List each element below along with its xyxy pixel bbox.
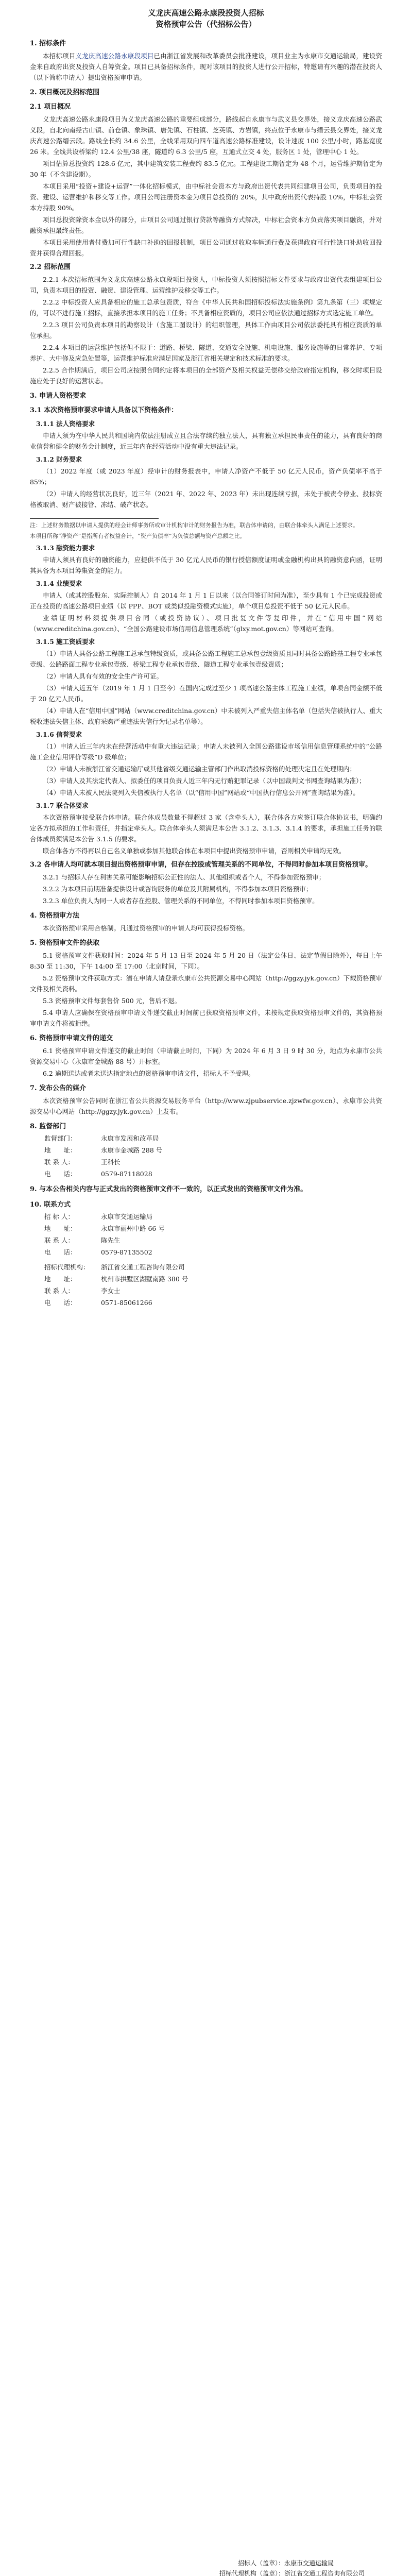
signature-value: 浙江省交通工程咨询有限公司 bbox=[284, 2570, 365, 2576]
paragraph: （1）申请人近三年内未在经营活动中有重大违法记录；申请人未被列入全国公路建设市场信用信息管理系统中的“公路施工企业信用评价等级”D 级单位； bbox=[30, 742, 382, 761]
footnote: 本项目所称“净资产”是指所有者权益合计，“资产负债率”为负债总额与资产总额之比。 bbox=[30, 533, 246, 539]
paragraph: 项目估算总投资约 128.6 亿元，其中建筑安装工程费约 83.5 亿元。工程建设工期暂定为 48 个月，运营维护期暂定为 30 年（不含建设期）。 bbox=[30, 160, 382, 178]
section-heading-10: 10. 联系方式 bbox=[30, 1201, 71, 1209]
signature-value: 永康市交通运输局 bbox=[284, 2560, 334, 2567]
paragraph: （2）申请人未被浙江省交通运输厅或其他省级交通运输主管部门作出取消投标资格的处理决定且在处理期内； bbox=[43, 765, 356, 773]
paragraph: 业绩证明材料须提供项目合同（或投资协议）、项目批复文件等复印件，并在“信用中国”网站（www.creditchina.gov.cn）、“全国公路建设市场信用信息管理系统”（glxy.mot.gov.cn）等网站可查询。 bbox=[30, 614, 382, 633]
paragraph: 2.2.3 项目公司负责本项目的勘察设计（含施工图设计）的组织管理，具体工作由项目公司依法委托具有相应资质的单位承担。 bbox=[30, 321, 382, 340]
section-heading-8: 8. 监督部门 bbox=[30, 1123, 66, 1130]
paragraph: 义龙庆高速公路永康段项目为义龙庆高速公路的重要组成部分，路线起自永康市与武义县交界处，接义龙庆高速公路武义段，自北向南经古山镇、前仓镇、象珠镇、唐先镇、石柱镇、芝英镇、方岩镇，终点位于永康市与缙云县交界处，接义龙庆高速公路缙云段。路线全长约 34.6 公里，全线采用双向四车道高速公路标准建设，设计速度 100 公里/小时，路基宽度 26 米。全线共设桥梁约 12.4 公里/38 座，隧道约 6.3 公里/5 座，互通式立交 4 处，服务区 1 处，管理中心 1 处。 bbox=[30, 115, 382, 156]
paragraph: （3）申请人近五年（2019 年 1 月 1 日至今）在国内完成过至少 1 项高速公路主体工程施工业绩，单项合同金额不低于 20 亿元人民币。 bbox=[30, 684, 382, 703]
section-heading-4: 4. 资格预审方法 bbox=[30, 912, 80, 920]
paragraph: 项目总投资除资本金以外的部分，由项目公司通过银行贷款等融资方式解决，中标社会资本方负责落实项目融资，并对融资承担最终责任。 bbox=[30, 216, 382, 234]
paragraph: （4）申请人未被人民法院列入失信被执行人名单（以“信用中国”网站或“中国执行信息公开网”查询结果为准）。 bbox=[43, 789, 359, 796]
contact-row: 电 话： 0579-87118028 bbox=[44, 1170, 152, 1178]
section-heading-2: 2. 项目概况及招标范围 bbox=[30, 89, 100, 96]
subheading-2-2: 2.2 招标范围 bbox=[30, 263, 71, 271]
section-heading-3: 3. 申请人资格要求 bbox=[30, 392, 87, 400]
paragraph: 申请人须为在中华人民共和国境内依法注册成立且合法存续的独立法人，具有独立承担民事责任的能力，具有良好的商业信誉和健全的财务会计制度，近三年内在经营活动中没有重大违法记录。 bbox=[30, 432, 382, 450]
contact-row: 招 标 人： 永康市交通运输局 bbox=[44, 1213, 153, 1221]
paragraph: 2.2.2 中标投资人应具备相应的施工总承包资质，符合《中华人民共和国招标投标法实施条例》第九条第（三）项规定的，可以不进行施工招标，直接承担本项目的施工任务；不具备相应资质的，项目公司应依法通过招标方式选定施工单位。 bbox=[30, 298, 382, 317]
paragraph: 3.2.1 与招标人存在利害关系可能影响招标公正性的法人、其他组织或者个人，不得参加资格预审； bbox=[43, 873, 325, 881]
paragraph: 2.2.5 合作期满后，项目公司应按照合同约定将本项目的全部资产及相关权益无偿移交给政府指定机构，移交时项目设施应处于良好的运营状态。 bbox=[30, 366, 382, 385]
contact-row: 联 系 人： 李女士 bbox=[44, 1287, 121, 1295]
contact-row: 监督部门： 永康市发展和改革局 bbox=[44, 1134, 159, 1142]
paragraph: 本项目采用使用者付费加可行性缺口补助的回报机制，项目公司通过收取车辆通行费及获得政府可行性缺口补助收回投资并获得合理回报。 bbox=[30, 239, 382, 257]
paragraph: 2.2.1 本次招标范围为义龙庆高速公路永康段项目投资人，中标投资人须按照招标文件要求与政府出资代表组建项目公司，负责本项目的投资、融资、建设管理、运营维护及移交等工作。 bbox=[30, 276, 382, 294]
subheading-2-1: 2.1 项目概况 bbox=[30, 103, 71, 111]
paragraph: 5.3 资格预审文件每套售价 500 元，售后不退。 bbox=[43, 997, 181, 1005]
paragraph: 5.4 申请人应确保在资格预审申请文件递交截止时间前已获取资格预审文件，未按规定获取资格预审文件的，其资格预审申请文件将被拒绝。 bbox=[30, 1009, 382, 1027]
footnote: 注：上述财务数据以申请人提供的经会计师事务所或审计机构审计的财务报告为准，联合体申请的，由联合体牵头人满足上述要求。 bbox=[30, 522, 358, 529]
contact-row: 招标代理机构： 浙江省交通工程咨询有限公司 bbox=[44, 1263, 185, 1271]
paragraph: 本次资格预审接受联合体申请。联合体成员数量不得超过 3 家（含牵头人），联合体各方应签订联合体协议书，明确约定各方拟承担的工作和责任，并指定牵头人。联合体牵头人须满足本公告 3.1.2、3.1.3、3.1.4 的要求，承担施工任务的联合体成员须满足本公告 3.1.5 的要求。 bbox=[30, 814, 382, 843]
paragraph: 3.2.3 单位负责人为同一人或者存在控股、管理关系的不同单位，不得同时参加本项目资格预审。 bbox=[43, 897, 319, 905]
document-title: 义龙庆高速公路永康段投资人招标 bbox=[148, 8, 264, 18]
subheading-3-2: 3.2 各申请人均可就本项目提出资格预审申请，但存在控股或管理关系的不同单位，不得同时参加本项目资格预审。 bbox=[30, 861, 372, 869]
paragraph: （1）申请人具备公路工程施工总承包特级资质，或具备公路工程施工总承包壹级资质且同时具备公路路基工程专业承包壹级、公路路面工程专业承包壹级、桥梁工程专业承包壹级、隧道工程专业承包壹级资质； bbox=[30, 650, 382, 668]
paragraph: 5.2 资格预审文件获取方式：潜在申请人请登录永康市公共资源交易中心网站（http://ggzy.jyk.gov.cn）下载资格预审文件及相关资料。 bbox=[30, 974, 382, 993]
section-heading-9: 9. 与本公告相关内容与正式发出的资格预审文件不一致的，以正式发出的资格预审文件为准。 bbox=[30, 1185, 307, 1193]
section-heading-7: 7. 发布公告的媒介 bbox=[30, 1084, 87, 1092]
paragraph: 本次资格预审公告同时在浙江省公共资源交易服务平台（http://www.zjpubservice.zjzwfw.gov.cn）、永康市公共资源交易中心网站（http://ggzy.jyk.gov.cn）上发布。 bbox=[30, 1097, 382, 1115]
item-heading: 3.1.3 融资能力要求 bbox=[36, 544, 95, 552]
contact-row: 电 话： 0579-87135502 bbox=[44, 1248, 152, 1256]
section-1-paragraph: 本招标项目义龙庆高速公路永康段项目已由浙江省发展和改革委员会批准建设，项目业主为永康市交通运输局，建设资金来自政府出资及投资人自筹资金。项目已具备招标条件，现对该项目的投资人进行公开招标，特邀请有兴趣的潜在投资人（以下简称申请人）提出资格预审申请。 bbox=[30, 52, 382, 81]
paragraph: 本项目采用“投资+建设+运营”一体化招标模式，由中标社会资本方与政府出资代表共同组建项目公司，负责项目的投资、建设、运营维护和移交等工作。项目公司注册资本金为项目总投资的 20%，其中政府出资代表持股 10%，中标社会资本方持股 90%。 bbox=[30, 182, 382, 212]
subheading-3-1: 3.1 本次资格预审要求申请人具备以下资格条件： bbox=[30, 406, 178, 414]
item-heading: 3.1.1 法人资格要求 bbox=[36, 420, 95, 428]
contact-row: 联 系 人： 王科长 bbox=[44, 1158, 121, 1166]
paragraph: 5.1 资格预审文件获取时间：2024 年 5 月 13 日至 2024 年 5 月 20 日（法定公休日、法定节假日除外），每日上午 8:30 至 11:30，下午 14:00 至 17:00（北京时间，下同）。 bbox=[30, 952, 382, 970]
paragraph: 本次资格预审采用合格制。凡通过资格预审的申请人均可获得投标资格。 bbox=[43, 924, 249, 932]
contact-row: 地 址： 杭州市拱墅区湖墅南路 380 号 bbox=[44, 1275, 188, 1283]
paragraph: （2）申请人具有有效的安全生产许可证。 bbox=[43, 672, 163, 680]
paragraph: （1）2022 年度（或 2023 年度）经审计的财务报表中，申请人净资产不低于 50 亿元人民币，资产负债率不高于 85%； bbox=[30, 467, 382, 486]
contact-row: 联 系 人： 陈先生 bbox=[44, 1236, 121, 1244]
footnote-divider bbox=[30, 518, 159, 519]
item-heading: 3.1.6 信誉要求 bbox=[36, 731, 82, 738]
section-heading-1: 1. 招标条件 bbox=[30, 40, 66, 47]
paragraph: 3.2.2 为本项目前期准备提供设计或咨询服务的单位及其附属机构，不得参加本项目资格预审； bbox=[43, 885, 313, 893]
paragraph: （3）申请人及其法定代表人、拟委任的项目负责人近三年内无行贿犯罪记录（以中国裁判文书网查询结果为准）； bbox=[43, 777, 366, 785]
paragraph: （4）申请人在“信用中国”网站（www.creditchina.gov.cn）中未被列入严重失信主体名单（包括失信被执行人、重大税收违法失信主体、政府采购严重违法失信行为记录名单等）。 bbox=[30, 707, 382, 725]
paragraph: 6.2 逾期送达或者未送达指定地点的资格预审申请文件，招标人不予受理。 bbox=[43, 1070, 255, 1077]
signature-block bbox=[186, 2558, 382, 2576]
paragraph: 申请人（或其控股股东、实际控制人）自 2014 年 1 月 1 日以来（以合同签订时间为准），至少具有 1 个已完成投资或正在投资的高速公路项目业绩（以 PPP、BOT 或类似投融资模式实施），单个项目总投资不低于 50 亿元人民币。 bbox=[30, 591, 382, 610]
paragraph: 6.1 资格预审申请文件递交的截止时间（申请截止时间，下同）为 2024 年 6 月 3 日 9 时 30 分，地点为永康市公共资源交易中心（永康市金城路 88 号）开标室。 bbox=[30, 1047, 382, 1065]
paragraph: 联合体各方不得再以自己名义单独或参加其他联合体在本项目中提出资格预审申请，否则相关申请均无效。 bbox=[43, 847, 346, 855]
signature-label: 招标代理机构（盖章）： bbox=[219, 2570, 284, 2576]
signature-label: 招标人（盖章）： bbox=[237, 2560, 284, 2567]
section-heading-6: 6. 资格预审申请文件的递交 bbox=[30, 1035, 113, 1042]
project-link[interactable]: 义龙庆高速公路永康段项目 bbox=[75, 52, 154, 60]
contact-row: 地 址： 永康市金城路 288 号 bbox=[44, 1146, 163, 1154]
item-heading: 3.1.5 施工资质要求 bbox=[36, 638, 95, 646]
document-subtitle: 资格预审公告（代招标公告） bbox=[156, 20, 256, 29]
item-heading: 3.1.4 业绩要求 bbox=[36, 580, 82, 587]
contact-row: 地 址： 永康市丽州中路 66 号 bbox=[44, 1225, 165, 1232]
paragraph: 2.2.4 本项目的运营维护包括但不限于：道路、桥梁、隧道、交通安全设施、机电设施、服务设施等的日常养护、专项养护、大中修及应急处置等，运营维护标准应满足国家及浙江省相关规定和技术标准的要求。 bbox=[30, 344, 382, 362]
contact-row: 电 话： 0571-85061266 bbox=[44, 1299, 152, 1307]
paragraph: （2）申请人的经营状况良好，近三年（2021 年、2022 年、2023 年）未出现连续亏损，未处于被责令停业、投标资格被取消、财产被接管、冻结、破产状态。 bbox=[30, 490, 382, 509]
paragraph: 申请人须具有良好的融资能力，应提供不低于 30 亿元人民币的银行授信额度证明或金融机构出具的融资意向函，证明其具备为本项目筹集资金的能力。 bbox=[30, 556, 382, 574]
item-heading: 3.1.7 联合体要求 bbox=[36, 802, 89, 809]
item-heading: 3.1.2 财务要求 bbox=[36, 455, 82, 463]
section-heading-5: 5. 资格预审文件的获取 bbox=[30, 939, 100, 947]
